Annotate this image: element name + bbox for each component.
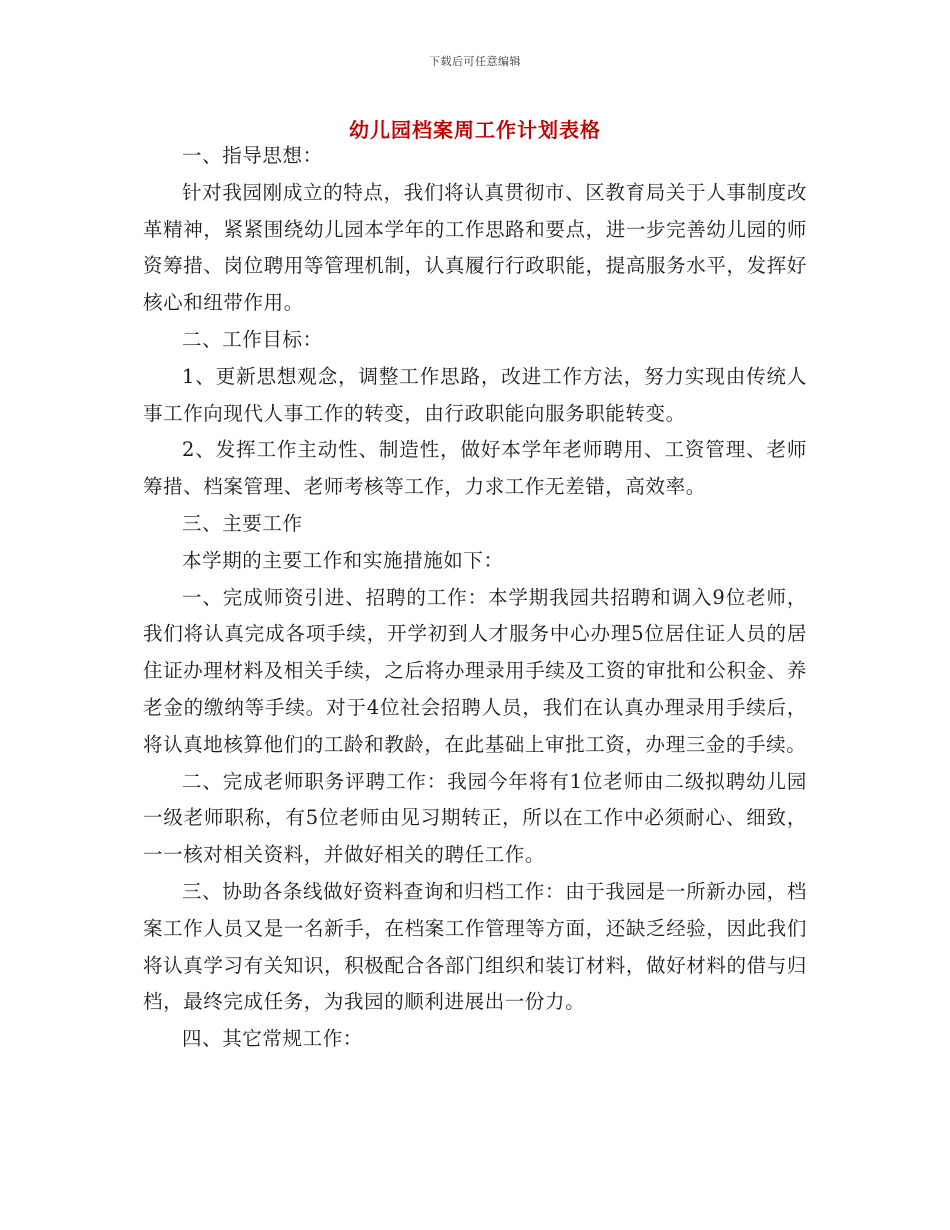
document-body	[143, 138, 807, 1058]
document-title: 幼儿园档案周工作计划表格	[349, 118, 601, 142]
paragraph-goal-2: 2、发挥工作主动性、制造性，做好本学年老师聘用、工资管理、老师筹措、档案管理、老师考核等工作，力求工作无差错，高效率。	[143, 438, 807, 499]
section-heading-other-work: 四、其它常规工作：	[182, 1027, 363, 1051]
header-note: 下载后可任意编辑	[429, 55, 521, 68]
paragraph-guiding-ideas: 针对我园刚成立的特点，我们将认真贯彻市、区教育局关于人事制度改革精神，紧紧围绕幼儿园本学年的工作思路和要点，进一步完善幼儿园的师资筹措、岗位聘用等管理机制，认真履行行政职能，提高服务水平，发挥好核心和纽带作用。	[143, 180, 807, 315]
paragraph-main-work-intro: 本学期的主要工作和实施措施如下：	[182, 548, 504, 572]
section-heading-work-goals: 二、工作目标：	[182, 327, 323, 351]
paragraph-title-evaluation: 二、完成老师职务评聘工作：我园今年将有1位老师由二级拟聘幼儿园一级老师职称，有5位老师由见习期转正，所以在工作中必须耐心、细致，一一核对相关资料，并做好相关的聘任工作。	[143, 769, 807, 867]
section-heading-main-work: 三、主要工作	[182, 511, 303, 535]
paragraph-archiving: 三、协助各条线做好资料查询和归档工作：由于我园是一所新办园，档案工作人员又是一名新手，在档案工作管理等方面，还缺乏经验，因此我们将认真学习有关知识，积极配合各部门组织和装订材料，做好材料的借与归档，最终完成任务，为我园的顺利进展出一份力。	[143, 879, 807, 1014]
section-heading-guiding-ideas: 一、指导思想：	[182, 144, 323, 167]
paragraph-recruitment: 一、完成师资引进、招聘的工作：本学期我园共招聘和调入9位老师，我们将认真完成各项手续，开学初到人才服务中心办理5位居住证人员的居住证办理材料及相关手续，之后将办理录用手续及工资的审批和公积金、养老金的缴纳等手续。对于4位社会招聘人员，我们在认真办理录用手续后，将认真地核算他们的工龄和教龄，在此基础上审批工资，办理三金的手续。	[143, 585, 807, 756]
paragraph-goal-1: 1、更新思想观念，调整工作思路，改进工作方法，努力实现由传统人事工作向现代人事工作的转变，由行政职能向服务职能转变。	[143, 364, 807, 425]
